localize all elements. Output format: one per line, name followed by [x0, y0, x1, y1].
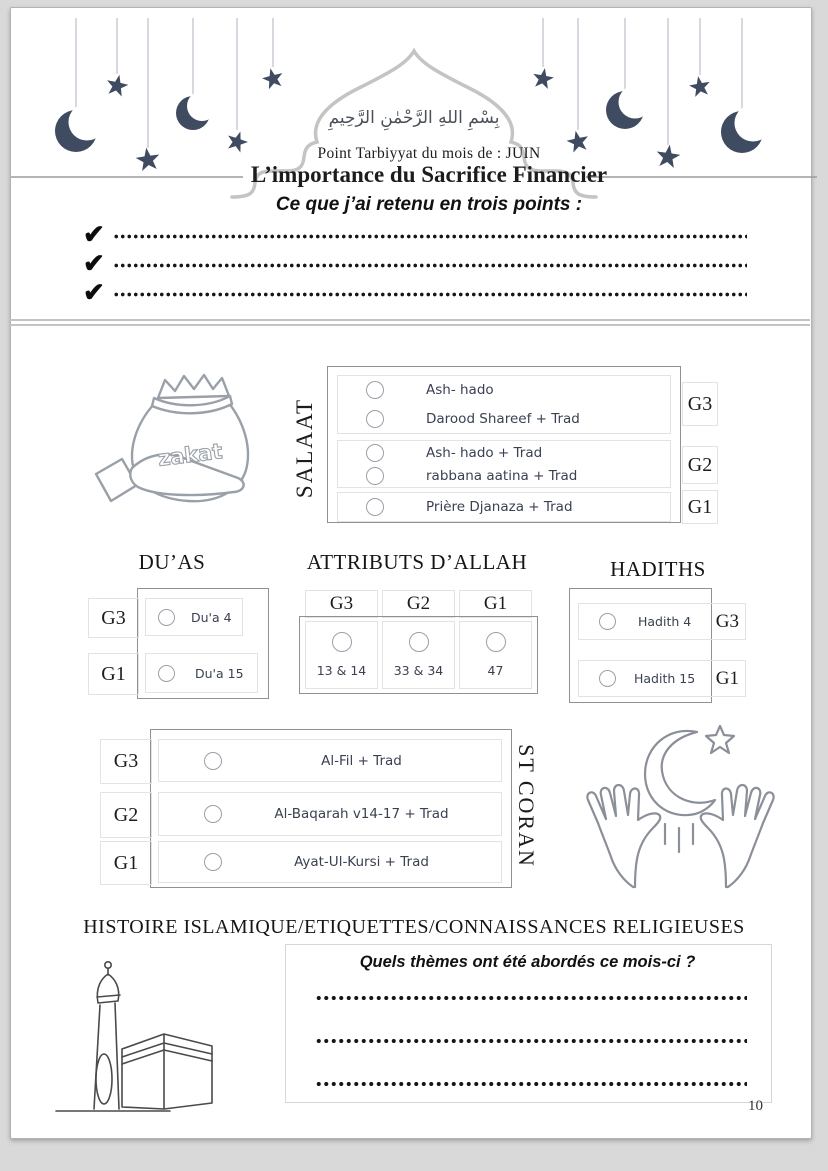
themes-line-3[interactable] — [315, 1081, 747, 1087]
attributs-value: 13 & 14 — [316, 662, 367, 678]
radio-circle[interactable] — [366, 410, 384, 428]
star-icon — [260, 66, 285, 90]
radio-circle[interactable] — [158, 609, 175, 626]
attributs-cell-g3 — [305, 621, 378, 689]
kaaba-band — [122, 1043, 212, 1064]
radio-circle[interactable] — [599, 670, 616, 687]
attributs-value: 47 — [487, 662, 504, 678]
crescent-moon-icon — [55, 104, 106, 153]
bag-crinkle-top — [158, 375, 229, 398]
radio-circle[interactable] — [158, 665, 175, 682]
salaat-row-g2 — [337, 440, 671, 488]
check-icon: ✔ — [83, 277, 105, 307]
coran-row-g3 — [158, 739, 502, 782]
star-icon — [706, 726, 734, 753]
coran-option: Al-Fil + Trad — [321, 752, 402, 769]
radio-circle[interactable] — [366, 444, 384, 462]
themes-question: Quels thèmes ont été abordés ce mois-ci ? — [359, 953, 696, 971]
salaat-option: Darood Shareef + Trad — [426, 410, 580, 427]
praying-hands-illustration — [573, 712, 788, 892]
attributs-value: 33 & 34 — [393, 662, 444, 678]
hadiths-row-g1 — [578, 660, 746, 697]
radio-circle[interactable] — [486, 632, 506, 652]
hadiths-row-g3 — [578, 603, 746, 640]
hadiths-option: Hadith 4 — [638, 614, 692, 629]
duas-option: Du'a 15 — [195, 665, 244, 681]
duas-row-g1 — [145, 653, 258, 693]
radio-circle[interactable] — [366, 498, 384, 516]
attributs-cell-g2 — [382, 621, 455, 689]
notes-line-3[interactable] — [113, 292, 747, 297]
salaat-group-g1: G1 — [682, 490, 718, 524]
open-hand-left — [587, 785, 660, 887]
radio-circle[interactable] — [366, 467, 384, 485]
themes-line-2[interactable] — [315, 1038, 747, 1044]
attributs-header-g2: G2 — [382, 590, 455, 618]
zakat-bag-illustration — [88, 358, 298, 518]
attributs-cell-g1 — [459, 621, 532, 689]
bismillah-calligraphy: بِسْمِ اللهِ الرَّحْمٰنِ الرَّحِيمِ — [328, 108, 500, 128]
salaat-option: rabbana aatina + Trad — [426, 467, 578, 484]
star-icon — [688, 74, 712, 97]
hanging-strings — [76, 18, 742, 148]
minaret-dome — [97, 974, 118, 1003]
salaat-section-label: SALAAT — [292, 397, 317, 499]
notes-line-2[interactable] — [113, 263, 747, 268]
section-divider — [10, 319, 810, 326]
coran-option: Al-Baqarah v14-17 + Trad — [274, 806, 449, 822]
coran-section-label: ST CORAN — [514, 744, 539, 868]
notes-line-1[interactable] — [113, 234, 747, 239]
crescent-moon-icon — [606, 86, 652, 130]
duas-row-g3 — [145, 598, 243, 636]
coran-option: Ayat-Ul-Kursi + Trad — [294, 854, 429, 870]
coran-row-g2 — [158, 792, 502, 836]
page-title: L’importance du Sacrifice Financier — [250, 162, 608, 187]
check-icon: ✔ — [83, 248, 105, 278]
star-icon — [104, 72, 130, 97]
salaat-group-g2: G2 — [682, 446, 718, 484]
attributs-header-g1: G1 — [459, 590, 532, 618]
star-icon — [531, 66, 555, 89]
coran-row-g1 — [158, 841, 502, 883]
salaat-option: Ash- hado — [426, 382, 494, 399]
star-icon — [134, 146, 161, 172]
coran-group-g1: G1 — [100, 841, 152, 885]
crescent-moon-icon — [176, 91, 217, 130]
hadiths-title: HADITHS — [610, 557, 706, 581]
salaat-row-g1 — [337, 492, 671, 522]
minaret-window — [96, 1054, 112, 1104]
themes-line-1[interactable] — [315, 995, 747, 1001]
duas-title: DU’AS — [138, 550, 206, 574]
salaat-row-g3 — [337, 375, 671, 434]
duas-option: Du'a 4 — [191, 609, 232, 625]
check-icon: ✔ — [83, 219, 105, 249]
duas-group-g1: G1 — [88, 653, 139, 695]
crescent-moon-icon — [721, 105, 772, 154]
duas-group-g3: G3 — [88, 598, 139, 638]
page-number: 10 — [748, 1098, 763, 1114]
header-subtitle: Point Tarbiyyat du mois de : JUIN — [317, 145, 541, 162]
coran-group-g3: G3 — [100, 739, 152, 784]
salaat-option: Ash- hado + Trad — [426, 444, 543, 461]
zakat-bag-label: zakat — [156, 439, 224, 471]
hadiths-group-g1: G1 — [715, 667, 739, 689]
salaat-option: Prière Djanaza + Trad — [426, 499, 573, 515]
hadiths-option: Hadith 15 — [634, 671, 696, 686]
histoire-title: HISTOIRE ISLAMIQUE/ETIQUETTES/CONNAISSANCES RELIGIEUSES — [83, 916, 745, 938]
radio-circle[interactable] — [409, 632, 429, 652]
kaaba-box — [122, 1034, 212, 1109]
crescent-moon-icon — [645, 731, 715, 815]
salaat-group-g3: G3 — [682, 382, 718, 426]
radio-circle[interactable] — [204, 805, 222, 823]
attributs-header-g3: G3 — [305, 590, 378, 618]
radio-circle[interactable] — [204, 752, 222, 770]
radio-circle[interactable] — [332, 632, 352, 652]
hadiths-group-g3: G3 — [715, 610, 739, 632]
coran-group-g2: G2 — [100, 792, 152, 838]
retenu-label: Ce que j’ai retenu en trois points : — [275, 194, 583, 215]
radio-circle[interactable] — [204, 853, 222, 871]
attributs-title: ATTRIBUTS D’ALLAH — [306, 550, 528, 574]
radio-circle[interactable] — [366, 381, 384, 399]
radio-circle[interactable] — [599, 613, 616, 630]
minaret-kaaba-illustration — [52, 945, 237, 1117]
